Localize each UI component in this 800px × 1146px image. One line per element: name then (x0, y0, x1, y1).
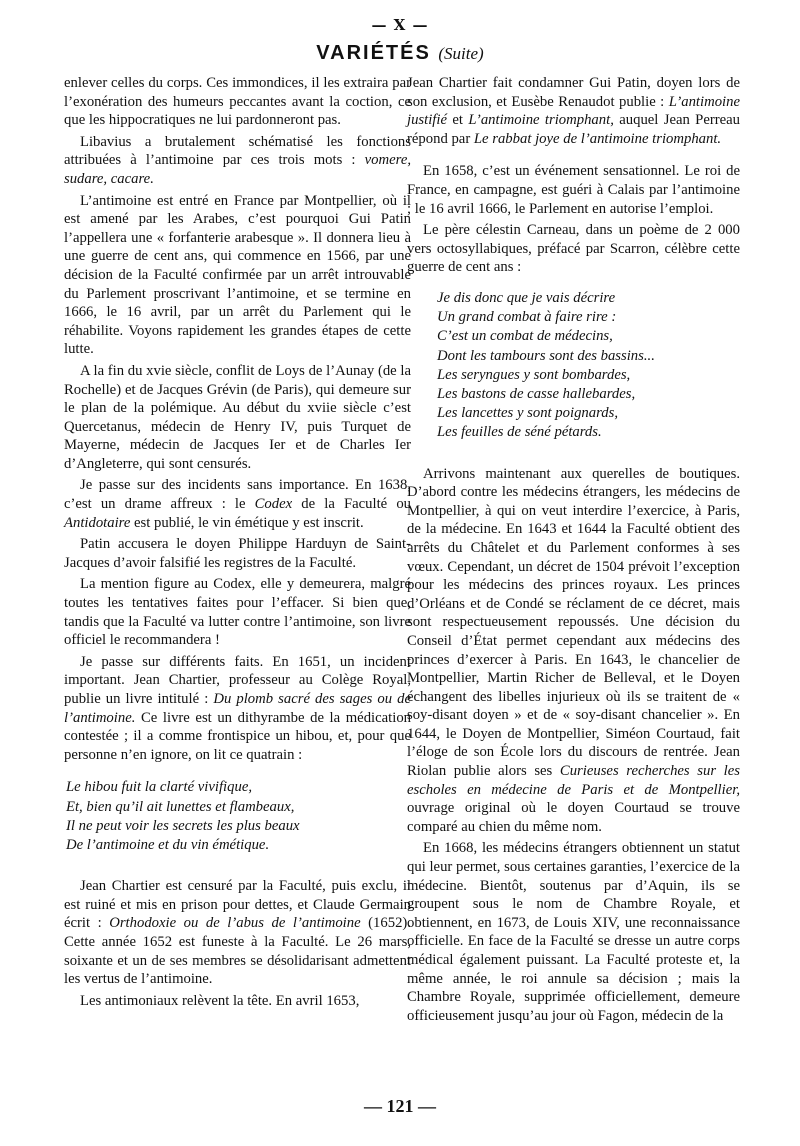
paragraph: Les antimoniaux relèvent la tête. En avril 1653, (80, 992, 360, 1009)
verse-line: Et, bien qu’il ait lunettes et flambeaux, (66, 798, 295, 815)
paragraph: En 1658, c’est un événement sensationnel. Le roi de France, en campagne, est guéri à Calais par l’antimoine ; le 16 avril 1666, le Parlement en autorise l’emploi. (407, 163, 740, 217)
paragraph: Libavius a brutalement schématisé les fonctions attribuées à l’antimoine par ces trois mots : vomere, sudare, cacare. (64, 133, 412, 187)
section-number: — X — (371, 16, 429, 34)
paragraph: Arrivons maintenant aux querelles de boutiques. D’abord contre les médecins étrangers, les médecins de Montpellier, à qui on veut interdire l’exercice, à Paris, de la médecine. En 1643 et 1644 la Faculté obtient des arrêts du Châtelet et du Parlement conformes à ses vœux. Cependant, un décret de 1504 prévoit l’exception pour les médecins des princes royaux. Les princes d’Orléans et de Condé se réclament de ce décret, mais sont respectueusement repoussés. Une décision du Conseil d’État permet cependant aux médecins des princes d’exercer à Paris. En 1643, le chancelier de Montpellier, Martin Richer de Belleval, et le Doyen échangent des libelles injurieux où ils se traitent de « soy-disant doyen » et de « soy-disant chancelier ». En 1644, le Doyen de Montpellier, Siméon Courtaud, fait l’éloge de son École lors du discours de rentrée. Jean Riolan publie alors ses Curieuses recherches sur les escholes en médecine de Paris et de Montpellier, ouvrage original où le doyen Courtaud se trouve comparé au chien du même nom. (407, 465, 740, 835)
book-title: Du plomb sacré des sages ou de l’antimoine. (64, 691, 412, 726)
verse-line: Les lancettes y sont poignards, (437, 405, 618, 422)
quatrain (64, 778, 411, 855)
verse-line: Les bastons de casse hallebardes, (437, 385, 636, 402)
verse-line: Dont les tambours sont des bassins... (437, 347, 655, 364)
verse-line: Les seryngues y sont bombardes, (437, 366, 631, 383)
latin-phrase: vomere, sudare, cacare. (64, 152, 412, 187)
paragraph: Le père célestin Carneau, dans un poème de 2 000 vers octosyllabiques, préfacé par Scarron, célèbre cette guerre de cent ans : (407, 222, 740, 276)
verse-line: Il ne peut voir les secrets les plus beaux (66, 817, 300, 834)
paragraph: A la fin du xvie siècle, conflit de Loys de l’Aunay (de la Rochelle) et de Jacques Grévin (de Paris), qui demeure sur le plan de la polémique. Au début du xviie siècle c’est Quercetanus, médecin de Henry IV, puis Turquet de Mayerne, médecin de Jacques Ier et de Charles Ier d’Angleterre, qui sont censurés. (64, 362, 411, 472)
verse-line: Le hibou fuit la clarté vivifique, (66, 779, 253, 796)
title-text: VARIÉTÉS (316, 42, 431, 64)
paragraph: En 1668, les médecins étrangers obtiennent un statut qui leur permet, sous certaines garanties, l’exercice de la médecine. Bientôt, soutenus par d’Aquin, ils se groupent sous le nom de Chambre Royale, et obtiennent, en 1673, de Louis XIV, une reconnaissance officielle. En face de la Faculté se dresse un autre corps médical également puissant. La Faculté proteste et, la même année, le roi annule sa décision ; mais la Chambre Royale, supprimée officiellement, demeure officieusement jusqu’au jour où Fagon, médecin de la (407, 840, 740, 1024)
book-title: Curieuses recherches sur les escholes en médecine de Paris et de Montpellier, (407, 763, 740, 798)
page-title (0, 42, 800, 65)
verse-line: C’est un combat de médecins, (437, 328, 613, 345)
paragraph: Jean Chartier est censuré par la Faculté, puis exclu, il est ruiné et mis en prison pour dettes, et Claude Germain écrit : Orthodoxie ou de l’abus de l’antimoine (1652). Cette année 1652 est funeste à la Faculté. Le 26 mars, soixante et un de ses membres se désolidarisant admettent les vertus de l’antimoine. (64, 878, 411, 988)
paragraph: Jean Chartier fait condamner Gui Patin, doyen lors de son exclusion, et Eusèbe Renaudot publie : L’antimoine justifié et L’antimoine triomphant, auquel Jean Perreau répond par Le rabbat joye de l’antimoine triomphant. (407, 75, 741, 147)
paragraph: L’antimoine est entré en France par Montpellier, où il est amené par les Arabes, c’est pourquoi Gui Patin l’appellera une « forfanterie arabesque ». Il donnera lieu à une guerre de cent ans, qui commence en 1566, par une décision de la Faculté confirmée par un arrêt introuvable du Parlement proscrivant l’antimoine, et se termine en 1666, le 16 avril, par un arrêt du Parlement qui le réhabilite. Voyons rapidement les grandes étapes de cette lutte. (64, 192, 411, 358)
verse-line: Les feuilles de séné pétards. (437, 424, 602, 441)
right-column (407, 74, 740, 1028)
verse-line: Je dis donc que je vais décrire (437, 289, 616, 306)
page-number: — 121 — (364, 1096, 436, 1116)
paragraph: Patin accusera le doyen Philippe Harduyn de Saint-Jacques d’avoir falsifié les registres de la Faculté. (64, 536, 411, 571)
book-title: Orthodoxie ou de l’abus de l’antimoine (109, 915, 361, 932)
paragraph: Je passe sur des incidents sans importance. En 1638, c’est un drame affreux : le Codex de la Faculté ou Antidotaire est publié, le vin émétique y est inscrit. (64, 477, 412, 531)
paragraph: Je passe sur différents faits. En 1651, un incident important. Jean Chartier, professeur au Colège Royal, publie un livre intitulé : Du plomb sacré des sages ou de l’antimoine. Ce livre est un dithyrambe de la médication contestée ; il a comme frontispice un hibou, et, pour que personne n’en ignore, on lit ce quatrain : (64, 653, 412, 763)
paragraph: enlever celles du corps. Ces immondices, il les extraira par l’exonération des humeurs peccantes avant la coction, ce que les hippocratiques ne lui pardonneront pas. (64, 75, 411, 129)
verse-line: Un grand combat à faire rire : (437, 309, 617, 326)
title-suite: (Suite) (438, 44, 484, 63)
poem-excerpt (407, 289, 740, 443)
verse-line: De l’antimoine et du vin émétique. (66, 836, 270, 853)
left-column (64, 74, 411, 1013)
paragraph: La mention figure au Codex, elle y demeurera, malgré toutes les tentatives faites pour l’effacer. Si bien que, tandis que la Faculté va lutter contre l’antimoine, son livre officiel le recommandera ! (64, 576, 411, 649)
